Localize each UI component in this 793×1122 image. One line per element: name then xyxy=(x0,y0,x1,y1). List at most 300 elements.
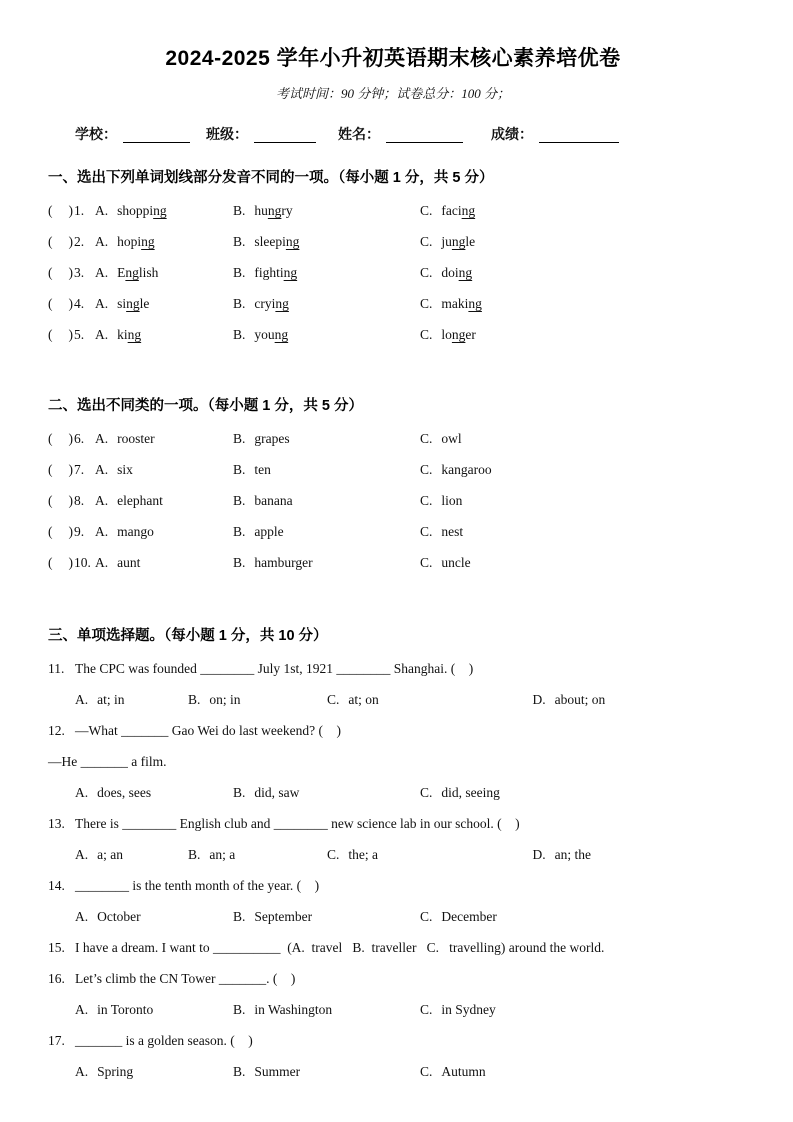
option-label: A. xyxy=(75,908,89,924)
question-number: 17. xyxy=(48,1032,65,1048)
option-text xyxy=(117,203,167,219)
option-text: did, saw xyxy=(254,784,300,800)
info-field xyxy=(338,125,463,143)
stem-text: The CPC was founded ________ July 1st, 1921 ________ Shanghai. ( ) xyxy=(75,660,474,676)
word-part: kangaroo xyxy=(441,461,492,477)
option-label: B. xyxy=(233,326,246,342)
question-number: 14. xyxy=(48,877,65,893)
answer-bracket xyxy=(48,493,95,509)
option-text xyxy=(254,493,292,509)
bracket-open-paren: ( xyxy=(48,233,53,249)
word-part: lo xyxy=(441,326,452,342)
option xyxy=(233,234,420,250)
word-part: hopi xyxy=(117,233,142,249)
option xyxy=(420,327,738,343)
option-text xyxy=(117,555,140,571)
option-text: October xyxy=(97,908,141,924)
option-label: B. xyxy=(188,846,201,862)
option-text: in Toronto xyxy=(97,1001,154,1017)
option xyxy=(420,203,738,219)
section-heading: 三、单项选择题。（每小题 1 分，共 10 分） xyxy=(48,628,328,644)
option xyxy=(420,524,738,540)
word-part: rooster xyxy=(117,430,155,446)
question-number: 1. xyxy=(74,202,85,218)
underlined-letters: ng xyxy=(468,295,482,311)
word-part: grapes xyxy=(254,430,290,446)
underlined-letters: ng xyxy=(461,202,476,218)
question-number: 10. xyxy=(74,554,91,570)
option xyxy=(327,692,533,708)
option xyxy=(95,296,233,312)
word-part: mango xyxy=(117,523,154,539)
info-field-label: 学校： xyxy=(75,126,117,142)
option-label: A. xyxy=(95,295,109,311)
info-field xyxy=(206,125,316,143)
option-text xyxy=(117,462,133,478)
word-part: sleepi xyxy=(254,233,286,249)
info-field-blank xyxy=(254,127,316,143)
question-number: 2. xyxy=(74,233,85,249)
section-multiple-choice xyxy=(48,626,738,1087)
question-stem xyxy=(48,932,738,963)
option-label: B. xyxy=(233,202,246,218)
option xyxy=(233,296,420,312)
question-row xyxy=(48,195,738,226)
option-text: about; on xyxy=(554,691,606,707)
answer-bracket xyxy=(48,265,95,281)
option xyxy=(233,493,420,509)
bracket-close-paren: ) xyxy=(68,264,73,280)
option xyxy=(420,1002,738,1018)
option xyxy=(233,203,420,219)
option-label: A. xyxy=(95,461,109,477)
word-part: owl xyxy=(441,430,462,446)
option-label: A. xyxy=(75,691,89,707)
bracket-open-paren: ( xyxy=(48,523,53,539)
question-row xyxy=(48,319,738,350)
bracket-close-paren: ) xyxy=(68,295,73,311)
exam-sections xyxy=(48,168,738,1087)
option xyxy=(75,1002,233,1018)
bracket-close-paren: ) xyxy=(68,492,73,508)
word-part: you xyxy=(254,326,275,342)
option xyxy=(233,785,420,801)
word-part: cryi xyxy=(254,295,276,311)
underlined-letters: ng xyxy=(125,264,139,280)
info-field-blank xyxy=(539,127,619,143)
bracket-open-paren: ( xyxy=(48,326,53,342)
exam-meta: 考试时间：90 分钟；试卷总分：100 分； xyxy=(275,86,510,101)
option-label: A. xyxy=(95,554,109,570)
word-part: six xyxy=(117,461,133,477)
answer-bracket xyxy=(48,203,95,219)
option-text xyxy=(441,296,482,312)
word-part: elephant xyxy=(117,492,163,508)
option-label: C. xyxy=(420,295,433,311)
word-part: er xyxy=(465,326,476,342)
underlined-letters: ng xyxy=(285,233,300,249)
option-label: C. xyxy=(420,202,433,218)
option-label: A. xyxy=(75,784,89,800)
word-part: banana xyxy=(254,492,293,508)
option-text xyxy=(117,524,154,540)
question-number: 6. xyxy=(74,430,85,446)
option-text xyxy=(254,462,271,478)
question-number: 4. xyxy=(74,295,85,311)
option xyxy=(75,692,188,708)
underlined-letters: ng xyxy=(126,295,140,311)
option xyxy=(233,327,420,343)
option-label: C. xyxy=(420,233,433,249)
section-heading: 一、选出下列单词划线部分发音不同的一项。（每小题 1 分，共 5 分） xyxy=(48,170,494,186)
option xyxy=(420,785,738,801)
word-part: apple xyxy=(254,523,284,539)
question-number: 11. xyxy=(48,660,65,676)
info-field xyxy=(75,125,190,143)
option-label: A. xyxy=(95,523,109,539)
question-stem-continued: —He _______ a film. xyxy=(48,753,167,769)
word-part: fighti xyxy=(254,264,284,280)
option-label: A. xyxy=(75,1063,89,1079)
option-text: does, sees xyxy=(97,784,152,800)
question-number: 16. xyxy=(48,970,65,986)
option-label: C. xyxy=(327,846,340,862)
option xyxy=(420,493,738,509)
question-number: 15. xyxy=(48,939,65,955)
option xyxy=(95,431,233,447)
word-part: hu xyxy=(254,202,268,218)
option-text: an; the xyxy=(554,846,591,862)
option xyxy=(420,909,738,925)
option-label: B. xyxy=(233,430,246,446)
option xyxy=(233,524,420,540)
question-row xyxy=(48,257,738,288)
option xyxy=(95,555,233,571)
student-info-line xyxy=(48,125,738,143)
option xyxy=(95,265,233,281)
bracket-open-paren: ( xyxy=(48,202,53,218)
options-row xyxy=(48,684,738,715)
option-label: C. xyxy=(327,691,340,707)
option xyxy=(75,785,233,801)
bracket-open-paren: ( xyxy=(48,264,53,280)
word-part: aunt xyxy=(117,554,141,570)
option-text xyxy=(117,327,141,343)
stem-text: _______ is a golden season. ( ) xyxy=(75,1032,253,1048)
option xyxy=(233,265,420,281)
word-part: ry xyxy=(281,202,293,218)
answer-bracket xyxy=(48,327,95,343)
option-text xyxy=(117,493,163,509)
option-label: A. xyxy=(75,846,89,862)
question-row xyxy=(48,423,738,454)
option-text xyxy=(254,431,289,447)
option xyxy=(420,431,738,447)
option-label: D. xyxy=(532,691,546,707)
option xyxy=(420,1064,738,1080)
question-row xyxy=(48,516,738,547)
option-label: C. xyxy=(420,1001,433,1017)
option xyxy=(95,203,233,219)
page-title: 2024-2025 学年小升初英语期末核心素养培优卷 xyxy=(165,47,621,70)
option-label: B. xyxy=(233,554,246,570)
option-text xyxy=(441,555,470,571)
option xyxy=(233,909,420,925)
option-text xyxy=(441,234,475,250)
option-text: at; in xyxy=(97,691,125,707)
option-text: the; a xyxy=(348,846,379,862)
option-label: B. xyxy=(233,908,246,924)
answer-bracket xyxy=(48,555,95,571)
word-part: doi xyxy=(441,264,459,280)
option xyxy=(233,1002,420,1018)
option-label: A. xyxy=(75,1001,89,1017)
option-text: in Sydney xyxy=(441,1001,496,1017)
question-stem xyxy=(48,963,738,994)
bracket-open-paren: ( xyxy=(48,430,53,446)
option xyxy=(95,234,233,250)
option xyxy=(533,847,739,863)
option-text: Spring xyxy=(97,1063,134,1079)
option-text xyxy=(254,203,292,219)
option xyxy=(233,431,420,447)
option-text xyxy=(441,462,491,478)
option xyxy=(533,692,739,708)
options-row xyxy=(48,994,738,1025)
word-part: nest xyxy=(441,523,464,539)
option xyxy=(95,493,233,509)
info-field-blank xyxy=(386,127,463,143)
option-label: C. xyxy=(420,492,433,508)
option-text xyxy=(254,265,297,281)
option-text xyxy=(254,555,312,571)
underlined-letters: ng xyxy=(141,233,155,249)
option-label: B. xyxy=(188,691,201,707)
word-part: ki xyxy=(117,326,128,342)
option-label: A. xyxy=(95,202,109,218)
question-number: 5. xyxy=(74,326,85,342)
answer-bracket xyxy=(48,431,95,447)
option-text xyxy=(441,265,472,281)
question-stem xyxy=(48,1025,738,1056)
word-part: shoppi xyxy=(117,202,154,218)
question-stem xyxy=(48,870,738,901)
option xyxy=(420,296,738,312)
option-text xyxy=(117,265,158,281)
option-text xyxy=(254,524,283,540)
options-row xyxy=(48,777,738,808)
option-text: a; an xyxy=(97,846,123,862)
word-part: maki xyxy=(441,295,469,311)
question-number: 9. xyxy=(74,523,85,539)
option-label: B. xyxy=(233,523,246,539)
option-text xyxy=(441,493,462,509)
info-field-label: 班级： xyxy=(206,126,248,142)
bracket-close-paren: ) xyxy=(68,326,73,342)
word-part: E xyxy=(117,264,126,280)
stem-text: —What _______ Gao Wei do last weekend? ( ) xyxy=(75,722,341,738)
option-label: A. xyxy=(95,326,109,342)
underlined-letters: ng xyxy=(267,202,282,218)
info-field-label: 姓名： xyxy=(338,126,380,142)
bracket-close-paren: ) xyxy=(68,523,73,539)
option xyxy=(188,692,327,708)
option-text: Autumn xyxy=(441,1063,486,1079)
word-part: hamburger xyxy=(254,554,313,570)
option-text: in Washington xyxy=(254,1001,333,1017)
option-text xyxy=(441,203,475,219)
option-label: B. xyxy=(233,264,246,280)
option-label: C. xyxy=(420,784,433,800)
option-label: D. xyxy=(532,846,546,862)
question-row xyxy=(48,226,738,257)
section-pronunciation xyxy=(48,168,738,350)
option-label: C. xyxy=(420,1063,433,1079)
option-label: B. xyxy=(233,1001,246,1017)
bracket-open-paren: ( xyxy=(48,554,53,570)
option xyxy=(95,462,233,478)
option-label: C. xyxy=(420,554,433,570)
question-row xyxy=(48,454,738,485)
answer-bracket xyxy=(48,296,95,312)
bracket-open-paren: ( xyxy=(48,461,53,477)
options-row xyxy=(48,839,738,870)
word-part: lish xyxy=(138,264,159,280)
option xyxy=(95,327,233,343)
option-label: B. xyxy=(233,233,246,249)
word-part: le xyxy=(465,233,476,249)
bracket-close-paren: ) xyxy=(68,461,73,477)
option-label: B. xyxy=(233,295,246,311)
info-field-blank xyxy=(123,127,190,143)
option-label: C. xyxy=(420,461,433,477)
option-text xyxy=(254,327,288,343)
question-number: 8. xyxy=(74,492,85,508)
option xyxy=(327,847,533,863)
option-label: C. xyxy=(420,523,433,539)
answer-bracket xyxy=(48,524,95,540)
word-part: lion xyxy=(441,492,463,508)
question-stem xyxy=(48,715,738,746)
word-part: ju xyxy=(441,233,452,249)
word-part: si xyxy=(117,295,127,311)
option xyxy=(188,847,327,863)
option-label: A. xyxy=(95,492,109,508)
option xyxy=(233,462,420,478)
info-field xyxy=(491,125,619,143)
option-text: an; a xyxy=(209,846,236,862)
word-part: ten xyxy=(254,461,271,477)
option-text: did, seeing xyxy=(441,784,500,800)
option-label: A. xyxy=(95,430,109,446)
info-field-label: 成绩： xyxy=(491,126,533,142)
section-heading: 二、选出不同类的一项。（每小题 1 分，共 5 分） xyxy=(48,398,363,414)
question-number: 7. xyxy=(74,461,85,477)
answer-bracket xyxy=(48,462,95,478)
question-row xyxy=(48,288,738,319)
options-row xyxy=(48,1056,738,1087)
word-part: uncle xyxy=(441,554,471,570)
bracket-close-paren: ) xyxy=(68,554,73,570)
option xyxy=(75,1064,233,1080)
underlined-letters: ng xyxy=(283,264,298,280)
underlined-letters: ng xyxy=(451,326,466,342)
question-row xyxy=(48,485,738,516)
option-text: December xyxy=(441,908,497,924)
underlined-letters: ng xyxy=(458,264,473,280)
bracket-close-paren: ) xyxy=(68,233,73,249)
option-label: B. xyxy=(233,784,246,800)
option-label: C. xyxy=(420,264,433,280)
underlined-letters: ng xyxy=(153,202,167,218)
stem-text: There is ________ English club and ________ new science lab in our school. ( ) xyxy=(75,815,520,831)
bracket-open-paren: ( xyxy=(48,295,53,311)
question-number: 3. xyxy=(74,264,85,280)
option-text xyxy=(254,234,299,250)
bracket-open-paren: ( xyxy=(48,492,53,508)
bracket-close-paren: ) xyxy=(68,430,73,446)
option-label: B. xyxy=(233,1063,246,1079)
underlined-letters: ng xyxy=(275,295,289,311)
option-text: at; on xyxy=(348,691,379,707)
option-text: September xyxy=(254,908,313,924)
question-stem xyxy=(48,653,738,684)
question-number: 13. xyxy=(48,815,65,831)
option xyxy=(233,555,420,571)
option-text xyxy=(254,296,289,312)
question-row xyxy=(48,547,738,578)
option-text: Summer xyxy=(254,1063,301,1079)
answer-bracket xyxy=(48,234,95,250)
section-odd-one-out xyxy=(48,396,738,578)
underlined-letters: ng xyxy=(451,233,466,249)
underlined-letters: ng xyxy=(127,326,142,342)
stem-text: ________ is the tenth month of the year. ( ) xyxy=(75,877,320,893)
underlined-letters: ng xyxy=(274,326,289,342)
option-label: C. xyxy=(420,326,433,342)
stem-text: I have a dream. I want to __________ (A. travel B. traveller C. travelling) around the world. xyxy=(75,939,605,955)
question-number: 12. xyxy=(48,722,65,738)
option xyxy=(233,1064,420,1080)
option xyxy=(420,265,738,281)
bracket-close-paren: ) xyxy=(68,202,73,218)
word-part: le xyxy=(139,295,150,311)
option-label: A. xyxy=(95,233,109,249)
option-text xyxy=(441,327,476,343)
question-stem xyxy=(48,808,738,839)
word-part: faci xyxy=(441,202,462,218)
option-text: on; in xyxy=(209,691,241,707)
option xyxy=(420,555,738,571)
option-label: C. xyxy=(420,908,433,924)
option-text xyxy=(441,431,461,447)
option-text xyxy=(441,524,463,540)
option xyxy=(75,909,233,925)
options-row xyxy=(48,901,738,932)
option-label: B. xyxy=(233,461,246,477)
option xyxy=(95,524,233,540)
option xyxy=(75,847,188,863)
option-label: C. xyxy=(420,430,433,446)
option-text xyxy=(117,234,155,250)
option-text xyxy=(117,431,155,447)
stem-text: Let’s climb the CN Tower _______. ( ) xyxy=(75,970,296,986)
option-label: A. xyxy=(95,264,109,280)
option xyxy=(420,462,738,478)
option-label: B. xyxy=(233,492,246,508)
option xyxy=(420,234,738,250)
option-text xyxy=(117,296,149,312)
